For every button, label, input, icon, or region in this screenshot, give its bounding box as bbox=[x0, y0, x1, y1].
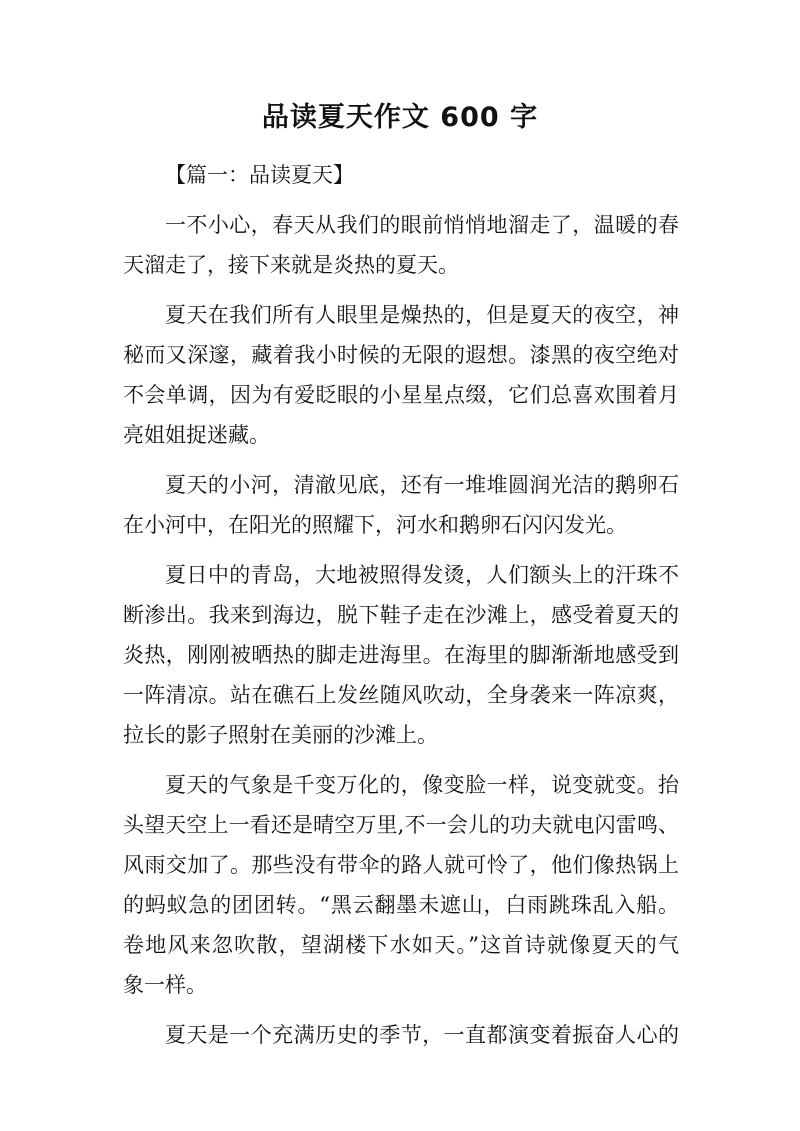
paragraph-line: 炎热，刚刚被晒热的脚走进海里。在海里的脚渐渐地感受到 bbox=[123, 643, 679, 667]
paragraph-5 bbox=[123, 765, 679, 1005]
paragraph-gap bbox=[123, 755, 679, 765]
paragraph-2 bbox=[123, 295, 679, 455]
paragraph-line: 拉长的影子照射在美丽的沙滩上。 bbox=[123, 723, 438, 747]
paragraph-line: 的蚂蚁急的团团转。“黑云翻墨未遮山，白雨跳珠乱入船。 bbox=[123, 893, 679, 917]
paragraph-line: 在小河中，在阳光的照耀下，河水和鹅卵石闪闪发光。 bbox=[123, 513, 627, 537]
paragraph-1 bbox=[123, 205, 679, 285]
paragraph-gap bbox=[123, 455, 679, 465]
paragraph-line: 夏天在我们所有人眼里是燥热的，但是夏天的夜空，神 bbox=[165, 303, 679, 327]
paragraph-line: 断渗出。我来到海边，脱下鞋子走在沙滩上，感受着夏天的 bbox=[123, 603, 679, 627]
paragraph-line: 夏天的小河，清澈见底，还有一堆堆圆润光洁的鹅卵石 bbox=[165, 473, 679, 497]
paragraph-line: 一不小心，春天从我们的眼前悄悄地溜走了，温暖的春 bbox=[165, 213, 679, 237]
paragraph-line: 夏天的气象是千变万化的，像变脸一样，说变就变。抬 bbox=[165, 773, 679, 797]
paragraph-line: 象一样。 bbox=[123, 973, 207, 997]
paragraph-line: 夏日中的青岛，大地被照得发烫，人们额头上的汗珠不 bbox=[165, 563, 679, 587]
paragraph-line: 天溜走了，接下来就是炎热的夏天。 bbox=[123, 253, 459, 277]
paragraph-gap bbox=[123, 1005, 679, 1015]
section-heading: 【篇一：品读夏天】 bbox=[165, 163, 354, 187]
paragraph-line: 不会单调，因为有爱眨眼的小星星点缀，它们总喜欢围着月 bbox=[123, 383, 679, 407]
paragraph-line: 风雨交加了。那些没有带伞的路人就可怜了，他们像热锅上 bbox=[123, 853, 679, 877]
paragraph-3 bbox=[123, 465, 679, 545]
paragraph-6 bbox=[123, 1015, 679, 1055]
paragraph-line: 一阵清凉。站在礁石上发丝随风吹动，全身袭来一阵凉爽， bbox=[123, 683, 679, 707]
document-title: 品读夏天作文 600 字 bbox=[261, 102, 539, 133]
paragraph-line: 亮姐姐捉迷藏。 bbox=[123, 423, 270, 447]
paragraph-line: 头望天空上一看还是晴空万里,不一会儿的功夫就电闪雷鸣、 bbox=[123, 813, 679, 837]
document-body bbox=[123, 155, 679, 1055]
paragraph-4 bbox=[123, 555, 679, 755]
paragraph-gap bbox=[123, 195, 679, 205]
paragraph-gap bbox=[123, 285, 679, 295]
paragraph-line: 秘而又深邃，藏着我小时候的无限的遐想。漆黑的夜空绝对 bbox=[123, 343, 679, 367]
paragraph-line: 卷地风来忽吹散，望湖楼下水如天。”这首诗就像夏天的气 bbox=[123, 933, 679, 957]
paragraph-line: 夏天是一个充满历史的季节，一直都演变着振奋人心的 bbox=[165, 1023, 679, 1047]
paragraph-gap bbox=[123, 545, 679, 555]
